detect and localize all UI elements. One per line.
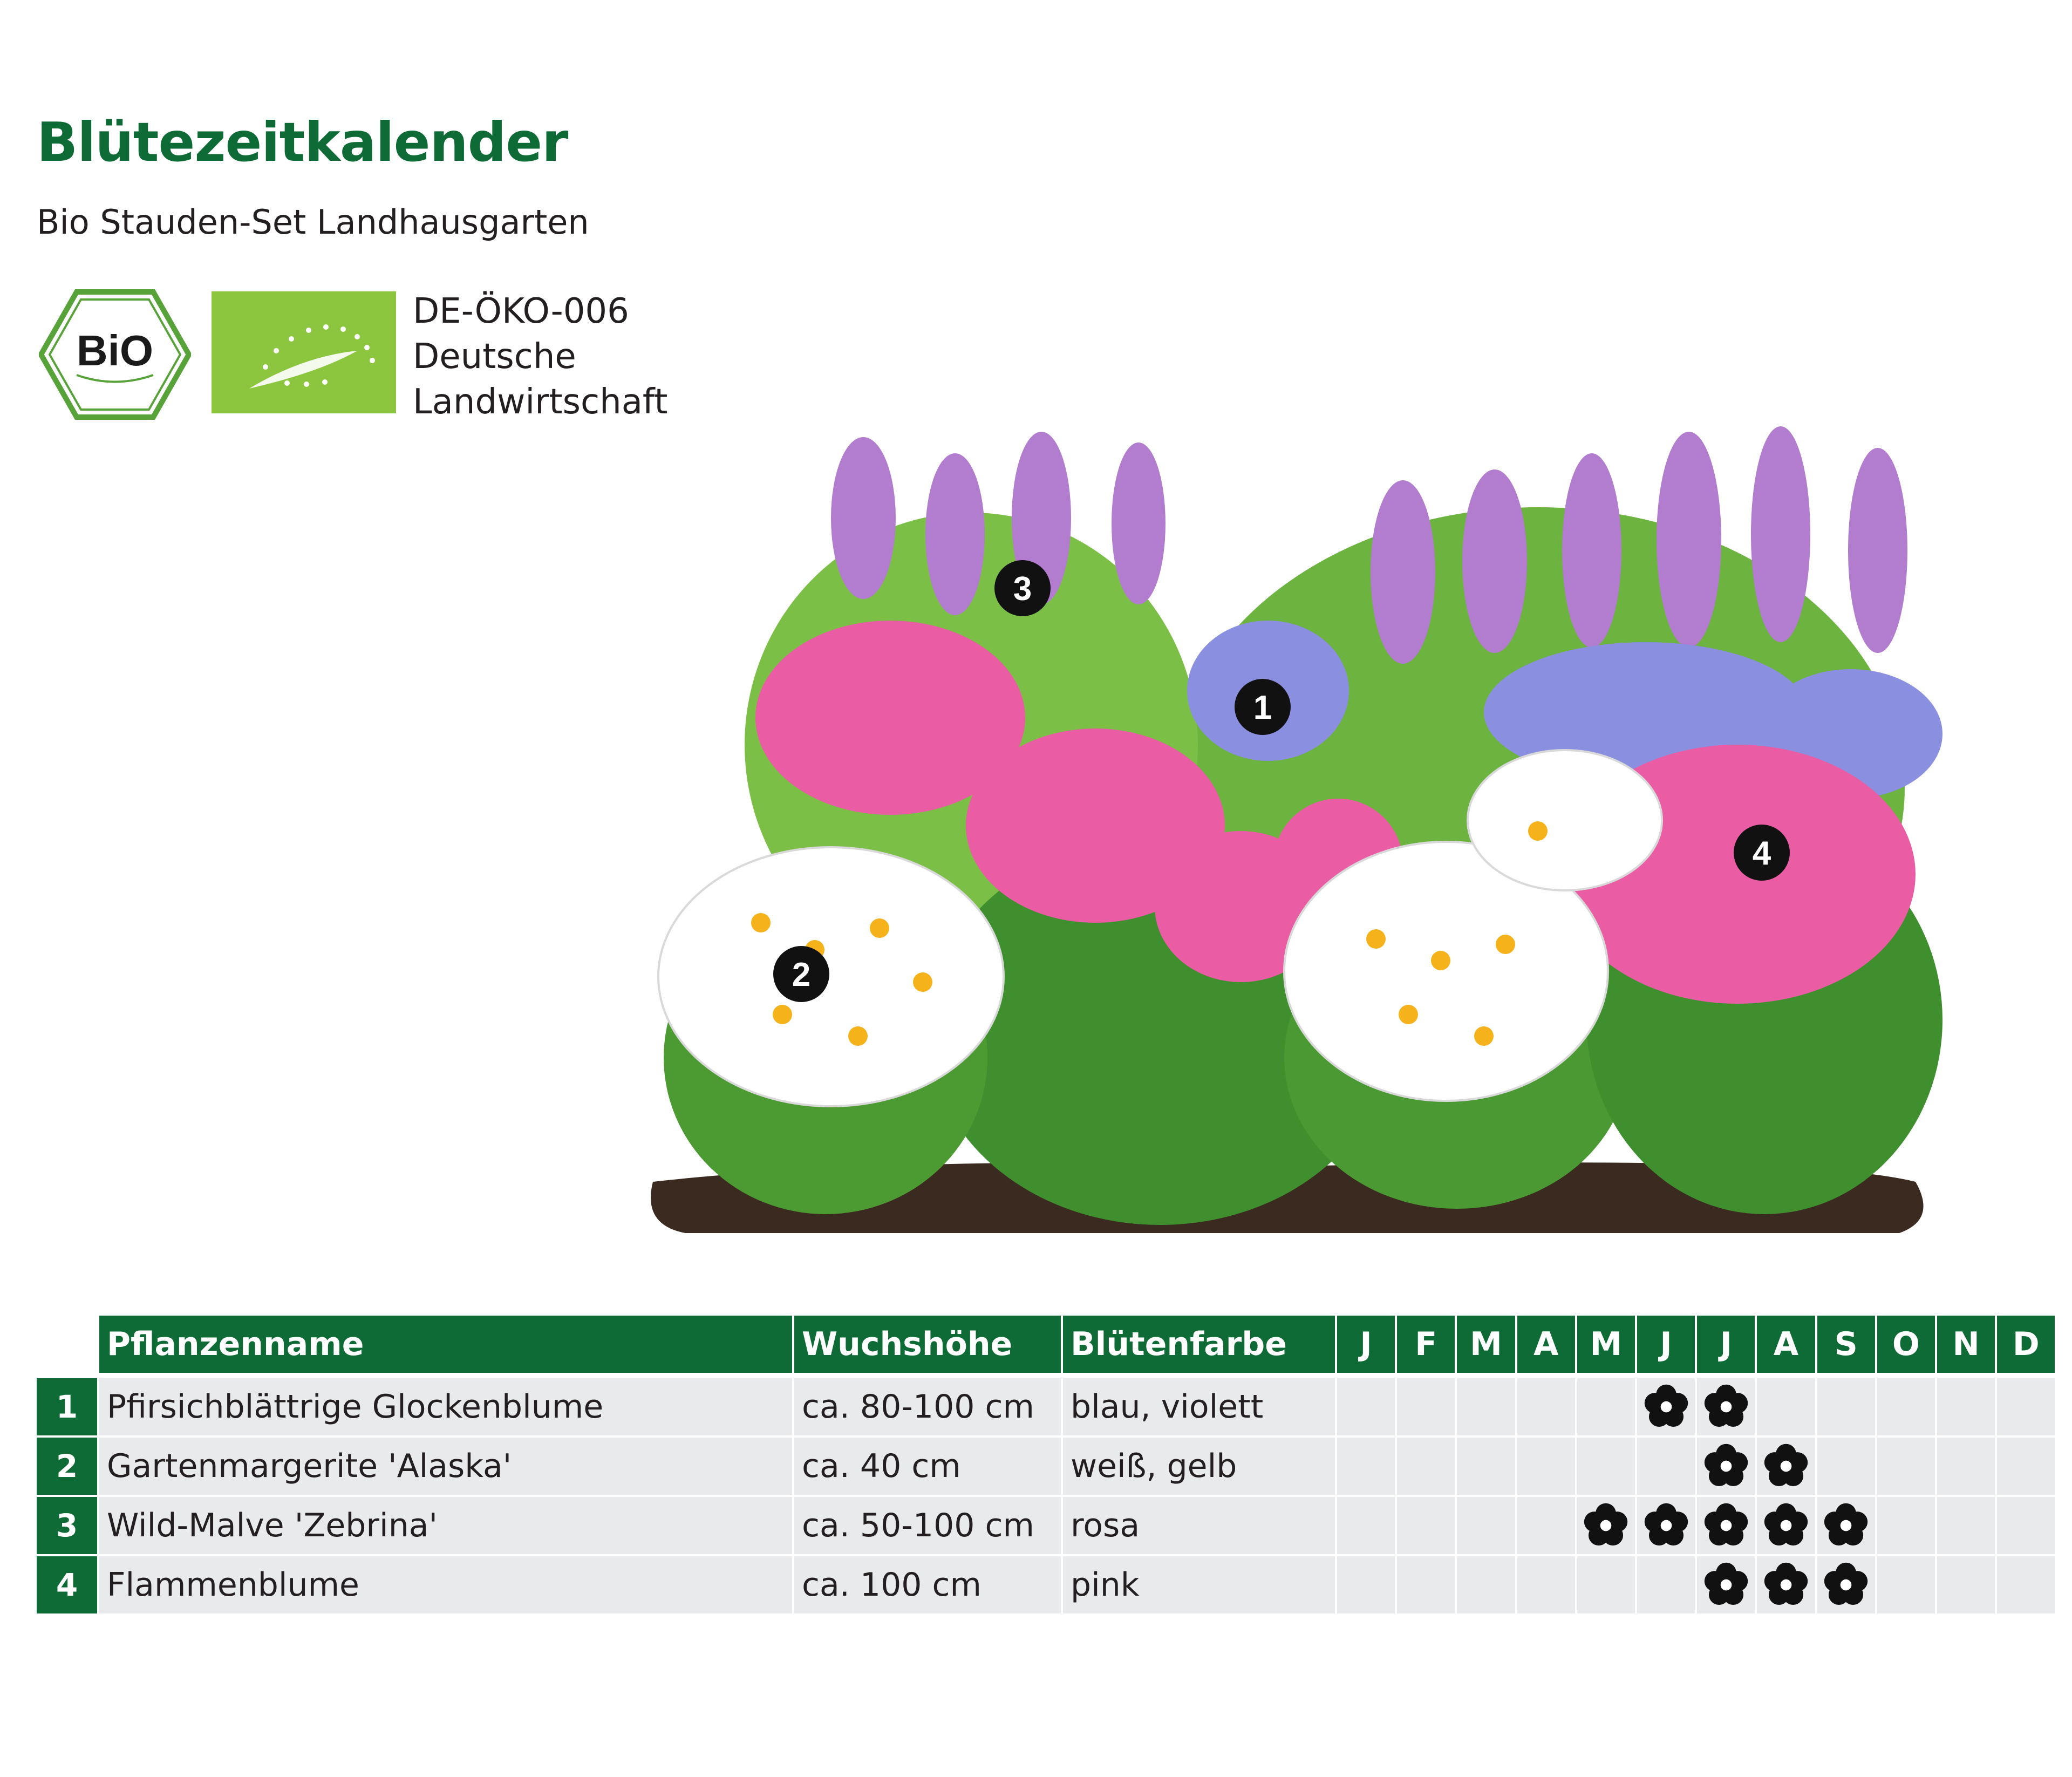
table-row bbox=[37, 1378, 2045, 1435]
month-cell-9 bbox=[1817, 1556, 1875, 1613]
month-cell-1 bbox=[1337, 1438, 1395, 1495]
plant-height: ca. 50-100 cm bbox=[794, 1497, 1061, 1554]
month-cell-8 bbox=[1757, 1556, 1815, 1613]
month-cell-6 bbox=[1637, 1556, 1695, 1613]
plant-name: Pfirsichblättrige Glockenblume bbox=[99, 1378, 792, 1435]
month-cell-2 bbox=[1397, 1378, 1455, 1435]
header-month-12: D bbox=[1997, 1316, 2055, 1373]
page-subtitle: Bio Stauden-Set Landhausgarten bbox=[37, 202, 589, 242]
month-cell-9 bbox=[1817, 1497, 1875, 1554]
month-cell-5 bbox=[1577, 1497, 1635, 1554]
month-cell-10 bbox=[1877, 1556, 1935, 1613]
header-month-2: F bbox=[1397, 1316, 1455, 1373]
header-month-8: A bbox=[1757, 1316, 1815, 1373]
month-cell-2 bbox=[1397, 1556, 1455, 1613]
svg-text:4: 4 bbox=[1752, 835, 1771, 872]
plant-height: ca. 80-100 cm bbox=[794, 1378, 1061, 1435]
month-cell-4 bbox=[1517, 1378, 1575, 1435]
header-plant-name: Pflanzenname bbox=[99, 1316, 792, 1373]
header-color: Blütenfarbe bbox=[1063, 1316, 1335, 1373]
flower-icon bbox=[1763, 1502, 1809, 1549]
header-month-4: A bbox=[1517, 1316, 1575, 1373]
header-month-9: S bbox=[1817, 1316, 1875, 1373]
flower-color: blau, violett bbox=[1063, 1378, 1335, 1435]
month-cell-6 bbox=[1637, 1438, 1695, 1495]
eu-organic-logo bbox=[212, 291, 396, 413]
header-month-6: J bbox=[1637, 1316, 1695, 1373]
header-month-1: J bbox=[1337, 1316, 1395, 1373]
svg-text:2: 2 bbox=[792, 956, 811, 993]
month-cell-2 bbox=[1397, 1438, 1455, 1495]
row-number: 1 bbox=[37, 1378, 97, 1435]
plant-name: Flammenblume bbox=[99, 1556, 792, 1613]
flower-icon bbox=[1703, 1443, 1749, 1489]
flower-icon bbox=[1763, 1443, 1809, 1489]
month-cell-4 bbox=[1517, 1497, 1575, 1554]
table-header-row bbox=[37, 1316, 2045, 1373]
month-cell-11 bbox=[1937, 1497, 1995, 1554]
month-cell-8 bbox=[1757, 1438, 1815, 1495]
month-cell-3 bbox=[1457, 1556, 1515, 1613]
month-cell-6 bbox=[1637, 1497, 1695, 1554]
month-cell-7 bbox=[1697, 1497, 1755, 1554]
table-row bbox=[37, 1556, 2045, 1613]
flower-color: weiß, gelb bbox=[1063, 1438, 1335, 1495]
marker-3 bbox=[994, 560, 1051, 616]
cert-line-country: Deutsche bbox=[413, 337, 576, 377]
month-cell-5 bbox=[1577, 1438, 1635, 1495]
month-cell-5 bbox=[1577, 1556, 1635, 1613]
flower-color: rosa bbox=[1063, 1497, 1335, 1554]
month-cell-4 bbox=[1517, 1556, 1575, 1613]
month-cell-1 bbox=[1337, 1378, 1395, 1435]
marker-4 bbox=[1734, 825, 1790, 881]
plant-name: Gartenmargerite 'Alaska' bbox=[99, 1438, 792, 1495]
flower-icon bbox=[1643, 1384, 1689, 1430]
eu-leaf-icon bbox=[212, 291, 396, 413]
header-height: Wuchshöhe bbox=[794, 1316, 1061, 1373]
month-cell-9 bbox=[1817, 1378, 1875, 1435]
month-cell-5 bbox=[1577, 1378, 1635, 1435]
marker-1 bbox=[1235, 679, 1291, 735]
month-cell-10 bbox=[1877, 1497, 1935, 1554]
month-cell-12 bbox=[1997, 1438, 2055, 1495]
row-number: 3 bbox=[37, 1497, 97, 1554]
month-cell-8 bbox=[1757, 1378, 1815, 1435]
table-row bbox=[37, 1497, 2045, 1554]
certification-text bbox=[413, 289, 667, 425]
plant-height: ca. 40 cm bbox=[794, 1438, 1061, 1495]
month-cell-7 bbox=[1697, 1438, 1755, 1495]
month-cell-7 bbox=[1697, 1378, 1755, 1435]
header-month-3: M bbox=[1457, 1316, 1515, 1373]
month-cell-12 bbox=[1997, 1556, 2055, 1613]
month-cell-2 bbox=[1397, 1497, 1455, 1554]
svg-text:3: 3 bbox=[1013, 570, 1032, 608]
month-cell-6 bbox=[1637, 1378, 1695, 1435]
month-cell-3 bbox=[1457, 1378, 1515, 1435]
row-number: 2 bbox=[37, 1438, 97, 1495]
flower-icon bbox=[1823, 1502, 1869, 1549]
svg-text:1: 1 bbox=[1253, 689, 1272, 726]
marker-2 bbox=[773, 946, 829, 1002]
plant-name: Wild-Malve 'Zebrina' bbox=[99, 1497, 792, 1554]
month-cell-11 bbox=[1937, 1438, 1995, 1495]
flower-color: pink bbox=[1063, 1556, 1335, 1613]
month-cell-3 bbox=[1457, 1438, 1515, 1495]
month-cell-3 bbox=[1457, 1497, 1515, 1554]
flower-icon bbox=[1703, 1502, 1749, 1549]
month-cell-1 bbox=[1337, 1556, 1395, 1613]
month-cell-11 bbox=[1937, 1556, 1995, 1613]
bio-logo-text: BiO bbox=[76, 326, 154, 375]
eco-code: DE-ÖKO-006 bbox=[413, 291, 629, 331]
month-cell-12 bbox=[1997, 1378, 2055, 1435]
flower-icon bbox=[1823, 1562, 1869, 1608]
month-cell-7 bbox=[1697, 1556, 1755, 1613]
flower-icon bbox=[1703, 1562, 1749, 1608]
month-cell-10 bbox=[1877, 1378, 1935, 1435]
month-cell-8 bbox=[1757, 1497, 1815, 1554]
table-row bbox=[37, 1438, 2045, 1495]
page-title: Blütezeitkalender bbox=[37, 111, 568, 174]
month-cell-1 bbox=[1337, 1497, 1395, 1554]
header-month-10: O bbox=[1877, 1316, 1935, 1373]
bio-seal-logo bbox=[39, 289, 191, 420]
month-cell-10 bbox=[1877, 1438, 1935, 1495]
row-number: 4 bbox=[37, 1556, 97, 1613]
header-month-5: M bbox=[1577, 1316, 1635, 1373]
month-cell-12 bbox=[1997, 1497, 2055, 1554]
month-cell-9 bbox=[1817, 1438, 1875, 1495]
header-month-7: J bbox=[1697, 1316, 1755, 1373]
plant-height: ca. 100 cm bbox=[794, 1556, 1061, 1613]
flower-icon bbox=[1583, 1502, 1629, 1549]
month-cell-11 bbox=[1937, 1378, 1995, 1435]
header-month-11: N bbox=[1937, 1316, 1995, 1373]
cert-line-agriculture: Landwirtschaft bbox=[413, 382, 668, 422]
month-cell-4 bbox=[1517, 1438, 1575, 1495]
flower-icon bbox=[1703, 1384, 1749, 1430]
flower-icon bbox=[1643, 1502, 1689, 1549]
flower-bed-illustration bbox=[621, 410, 2002, 1252]
flower-icon bbox=[1763, 1562, 1809, 1608]
